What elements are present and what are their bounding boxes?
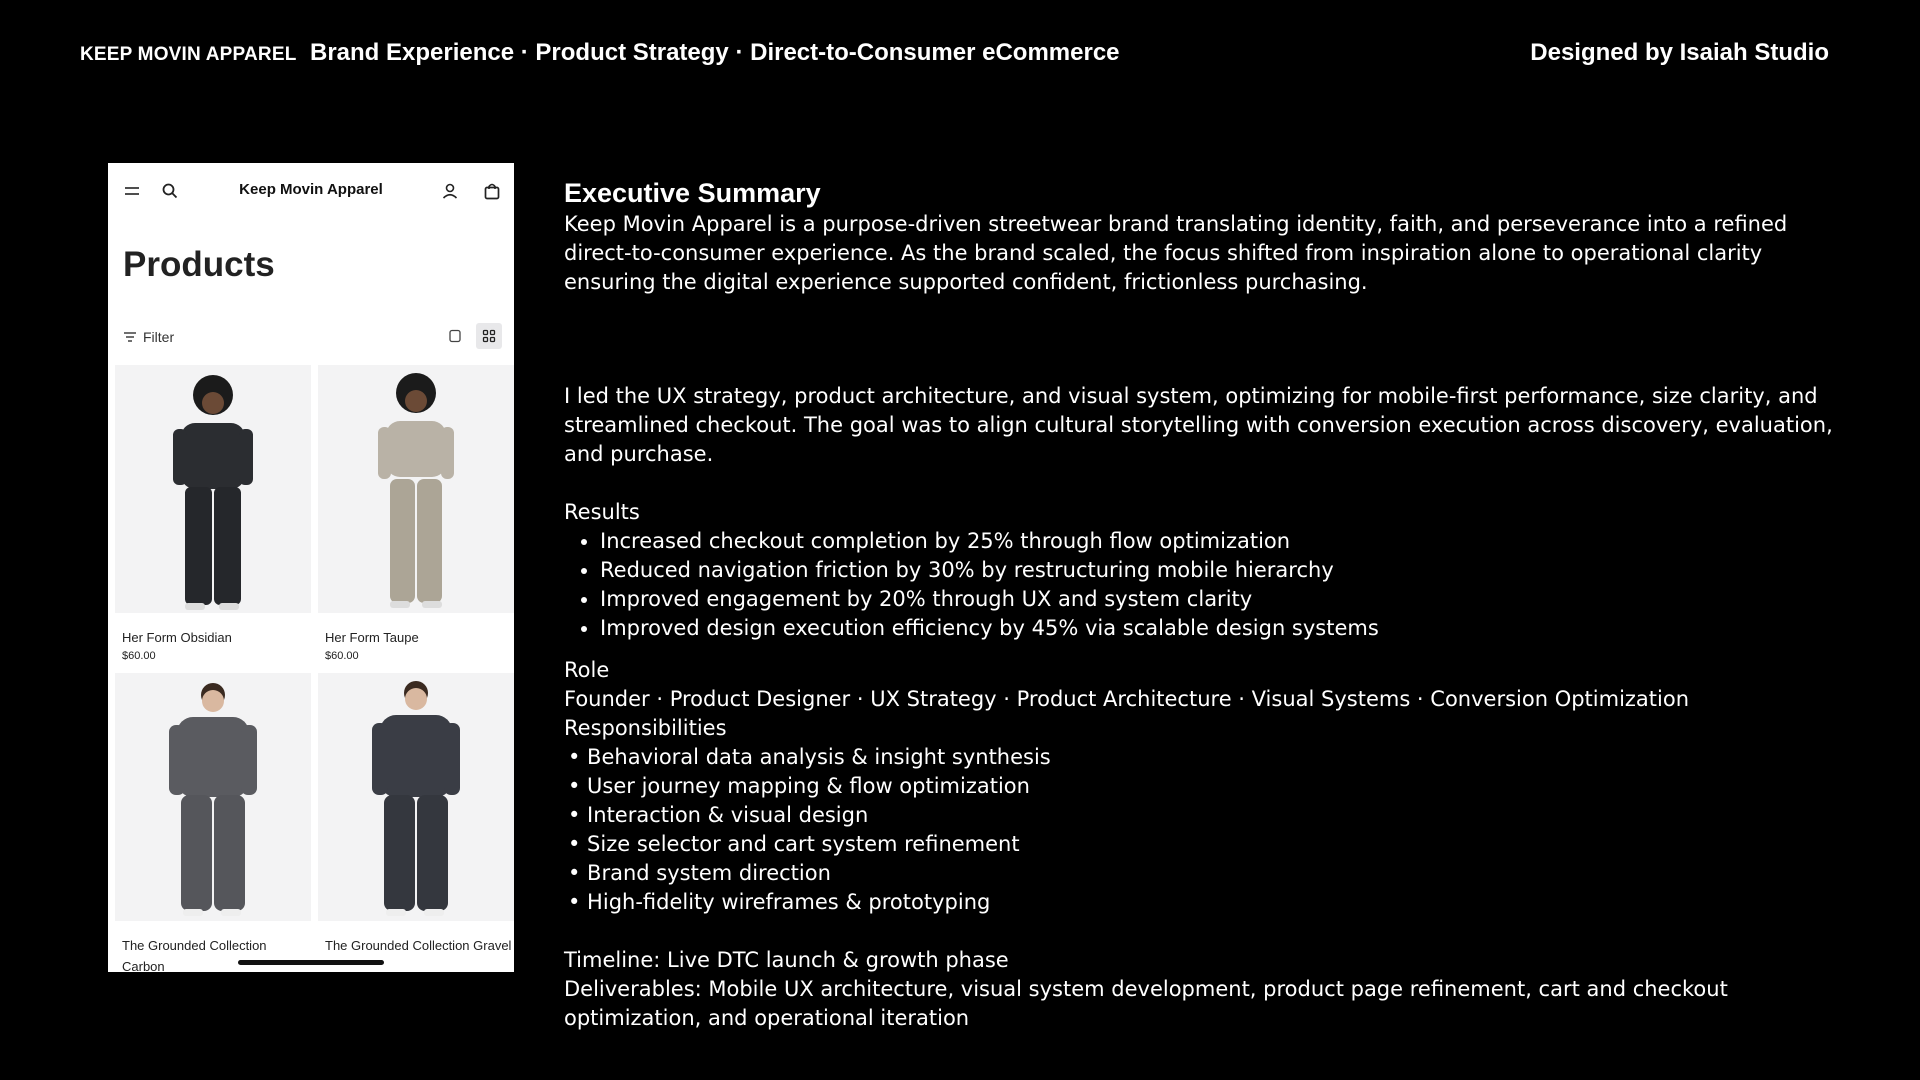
- responsibilities-list: [564, 743, 1854, 917]
- result-item: • Increased checkout completion by 25% through flow optimization: [600, 527, 1854, 556]
- role-heading: Role: [564, 658, 610, 682]
- responsibility-item: • High-fidelity wireframes & prototyping: [568, 890, 991, 914]
- grid-view-toggle[interactable]: [476, 323, 502, 349]
- product-name[interactable]: The Grounded Collection Carbon: [122, 938, 267, 972]
- brand-name: KEEP MOVIN APPAREL: [80, 44, 297, 65]
- result-item: • Reduced navigation friction by 30% by restructuring mobile hierarchy: [600, 556, 1854, 585]
- filter-label: Filter: [143, 329, 175, 345]
- product-price: $60.00: [325, 650, 359, 662]
- top-bar: [0, 0, 1920, 110]
- product-image[interactable]: [318, 365, 514, 613]
- model-figure: [378, 373, 454, 608]
- summary-intro: Keep Movin Apparel is a purpose-driven streetwear brand translating identity, faith, and perseverance into a refined direct-to-consumer experience. As the brand scaled, the focus shifted from inspiration alone to operational clarity ensuring the digital experience supported confident, frictionless purchasing.: [564, 212, 1788, 294]
- grid-view-icon: [476, 323, 502, 349]
- responsibility-item: • Behavioral data analysis & insight synthesis: [568, 745, 1051, 769]
- case-study-text: [564, 176, 1854, 1033]
- product-image[interactable]: [115, 365, 311, 613]
- product-name[interactable]: Her Form Obsidian: [122, 630, 232, 645]
- product-card[interactable]: [318, 673, 514, 958]
- account-icon[interactable]: [440, 181, 460, 201]
- model-figure: [173, 375, 253, 610]
- product-price: $60.00: [122, 650, 156, 662]
- home-indicator[interactable]: [238, 960, 384, 965]
- product-name[interactable]: Her Form Taupe: [325, 630, 419, 645]
- timeline-text: Timeline: Live DTC launch & growth phase: [564, 948, 1009, 972]
- product-card[interactable]: [318, 365, 514, 662]
- filter-icon: [123, 330, 137, 344]
- product-card[interactable]: [115, 365, 311, 662]
- store-title[interactable]: Keep Movin Apparel: [239, 181, 383, 198]
- designer-credit: Designed by Isaiah Studio: [1530, 39, 1829, 66]
- results-list: [564, 527, 1854, 643]
- responsibility-item: • User journey mapping & flow optimization: [568, 774, 1030, 798]
- result-item: • Improved design execution efficiency by 45% via scalable design systems: [600, 614, 1854, 643]
- responsibility-item: • Size selector and cart system refinement: [568, 832, 1020, 856]
- result-item: • Improved engagement by 20% through UX and system clarity: [600, 585, 1854, 614]
- filter-button[interactable]: [123, 327, 174, 347]
- role-text: Founder · Product Designer · UX Strategy · Product Architecture · Visual Systems · Conversion Optimization: [564, 687, 1690, 711]
- summary-approach: I led the UX strategy, product architecture, and visual system, optimizing for mobile-first performance, size clarity, and streamlined checkout. The goal was to align cultural storytelling with conversion execution across discovery, evaluation, and purchase.: [564, 384, 1833, 466]
- deliverables-text: Deliverables: Mobile UX architecture, visual system development, product page refinement, cart and checkout optimization, and operational iteration: [564, 977, 1728, 1030]
- model-figure: [372, 681, 460, 916]
- cart-icon[interactable]: [482, 181, 502, 201]
- responsibility-item: • Brand system direction: [568, 861, 831, 885]
- responsibilities-heading: Responsibilities: [564, 716, 727, 740]
- product-name[interactable]: The Grounded Collection Gravel: [325, 938, 512, 953]
- summary-title: Executive Summary: [564, 178, 821, 208]
- responsibility-item: • Interaction & visual design: [568, 803, 869, 827]
- store-nav-bar: [108, 163, 514, 219]
- products-heading: Products: [123, 245, 275, 284]
- product-image[interactable]: [115, 673, 311, 921]
- model-figure: [169, 683, 257, 916]
- single-view-icon[interactable]: [448, 329, 462, 343]
- results-heading: Results: [564, 500, 640, 524]
- project-tagline: Brand Experience · Product Strategy · Direct-to-Consumer eCommerce: [310, 39, 1120, 66]
- phone-mockup: [108, 163, 514, 972]
- product-card[interactable]: [115, 673, 311, 972]
- product-image[interactable]: [318, 673, 514, 921]
